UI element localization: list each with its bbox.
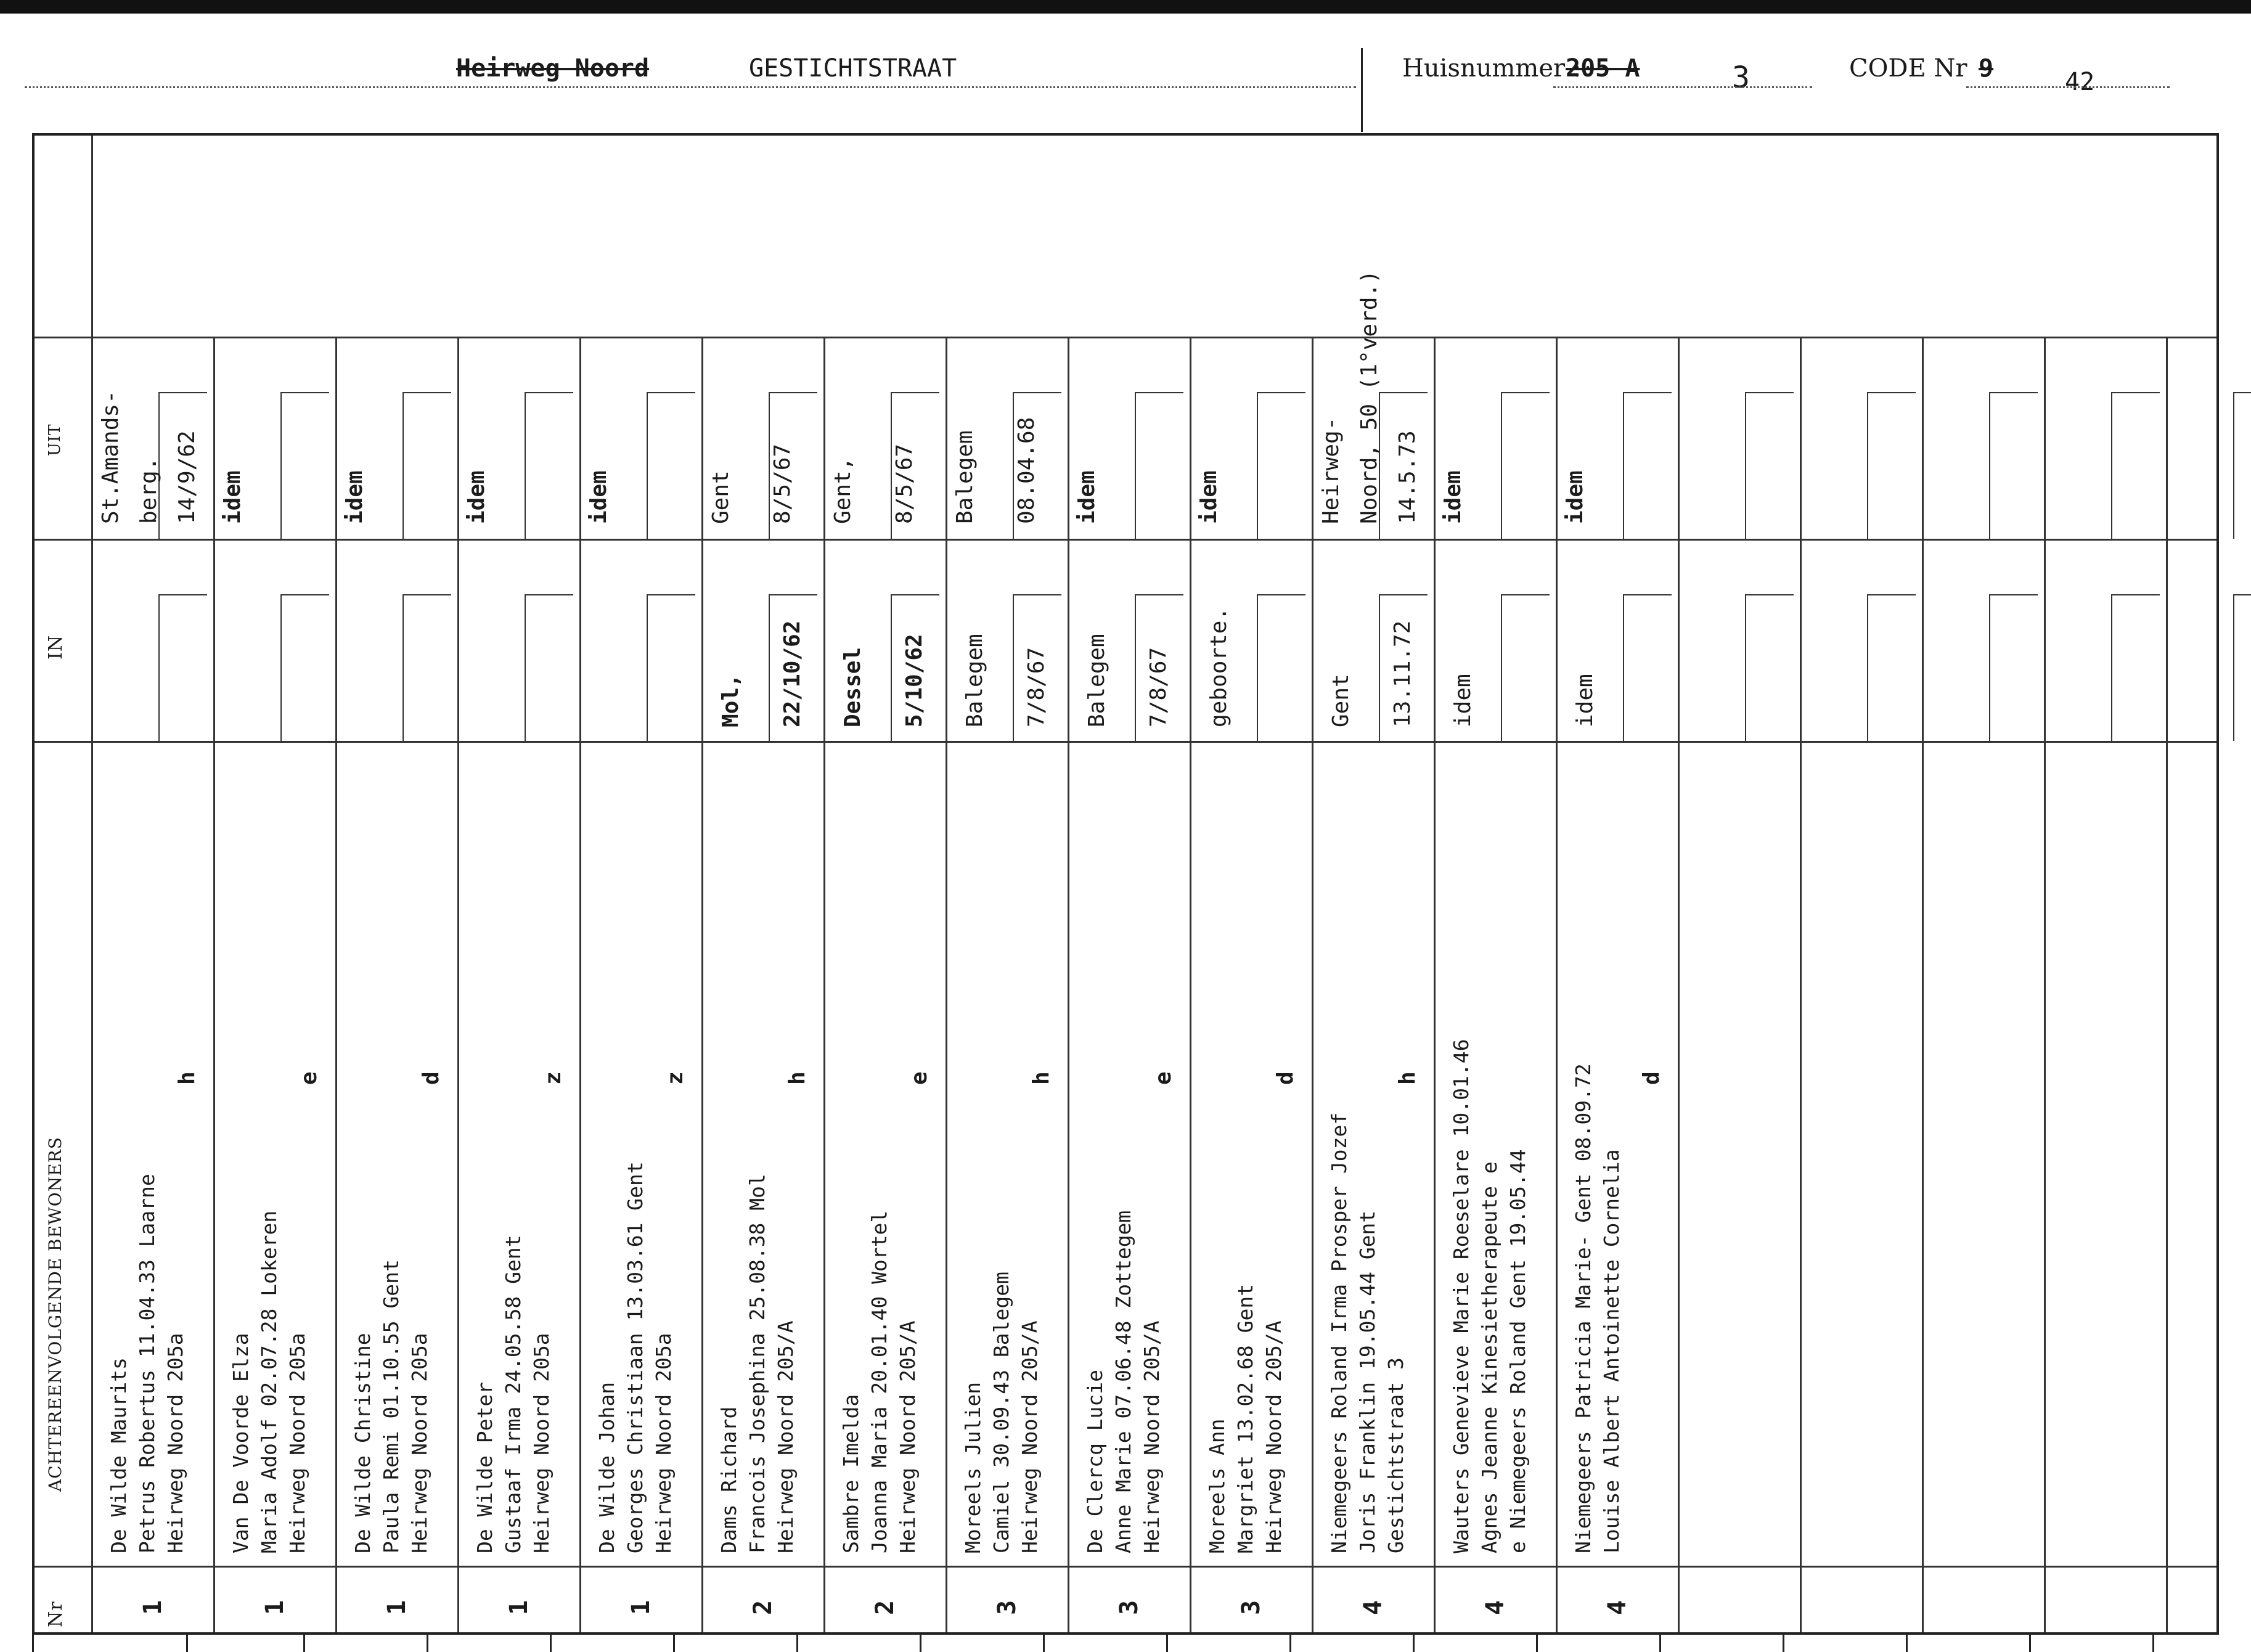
uit-entry: idem <box>1563 470 1588 524</box>
house-number-old: 205 A <box>1566 54 1640 83</box>
cell-dash <box>1257 392 1305 393</box>
uit-entry: 08.04.68 <box>1014 417 1039 524</box>
cell-dash <box>1379 392 1428 393</box>
gender-mark: z <box>663 1071 688 1085</box>
cell-dash <box>2233 392 2251 393</box>
bottom-tick <box>1783 1635 1784 1652</box>
header-strip-divider <box>91 136 93 1632</box>
resident-line: Van De Voorde Elza <box>229 1333 253 1553</box>
row-divider <box>1556 337 1558 1632</box>
cell-dash <box>1745 392 1794 393</box>
bottom-tick <box>2029 1635 2031 1652</box>
resident-line: De Wilde Christine <box>351 1333 375 1553</box>
cell-dash <box>525 594 573 595</box>
bottom-tick <box>303 1635 305 1652</box>
cell-dash <box>2233 594 2251 595</box>
cell-subdivider <box>280 594 282 741</box>
resident-line: Niemegeers Roland Irma Prosper Jozef <box>1327 1112 1351 1553</box>
cell-subdivider <box>647 392 648 539</box>
cell-subdivider <box>1623 392 1624 539</box>
row-number: 2 <box>871 1600 899 1615</box>
cell-subdivider <box>1989 392 1990 539</box>
cell-dash <box>280 594 329 595</box>
cell-subdivider <box>1501 392 1502 539</box>
resident-line: Joris Franklin 19.05.44 Gent <box>1355 1210 1379 1553</box>
cell-dash <box>769 594 817 595</box>
row-divider <box>701 337 703 1632</box>
in-entry: Gent <box>1328 674 1354 727</box>
row-number: 2 <box>749 1600 777 1615</box>
resident-line: Petrus Robertus 11.04.33 Laarne <box>135 1174 159 1553</box>
row-divider <box>823 337 825 1632</box>
row-number: 4 <box>1359 1600 1387 1615</box>
in-entry: Dessel <box>840 647 865 727</box>
nr-top-line <box>35 1566 2216 1568</box>
bottom-tick <box>1413 1635 1415 1652</box>
gender-mark: h <box>785 1071 810 1085</box>
cell-subdivider <box>280 392 282 539</box>
street-dotted-line <box>25 86 1356 88</box>
cell-dash <box>1623 594 1672 595</box>
resident-line: De Clercq Lucie <box>1083 1369 1107 1553</box>
resident-line: Heirweg Noord 205a <box>163 1333 187 1553</box>
gender-mark: z <box>541 1071 566 1085</box>
uit-entry: 14/9/62 <box>174 430 200 524</box>
resident-line: Niemegeers Patricia Marie- Gent 08.09.72 <box>1571 1063 1595 1553</box>
resident-line: Heirweg Noord 205/A <box>774 1320 798 1553</box>
uit-top-line <box>35 337 2216 338</box>
resident-line: Heirweg Noord 205a <box>407 1333 431 1553</box>
row-number: 4 <box>1603 1600 1632 1615</box>
row-divider <box>1190 337 1191 1632</box>
uit-entry: berg. <box>136 457 161 524</box>
cell-subdivider <box>2233 392 2234 539</box>
resident-line: De Wilde Johan <box>595 1381 619 1553</box>
row-number: 1 <box>627 1600 655 1615</box>
cell-subdivider <box>1257 594 1258 741</box>
cell-dash <box>158 594 207 595</box>
cell-dash <box>1623 392 1672 393</box>
row-number: 3 <box>993 1600 1021 1615</box>
cell-subdivider <box>1135 392 1136 539</box>
row-divider <box>1800 337 1802 1632</box>
cell-dash <box>891 392 939 393</box>
row-number: 1 <box>261 1600 289 1615</box>
row-number: 3 <box>1115 1600 1143 1615</box>
in-entry: Balegem <box>1084 634 1109 727</box>
gender-mark: h <box>174 1071 200 1085</box>
cell-subdivider <box>525 392 526 539</box>
house-dotted-line <box>1553 86 1812 88</box>
cell-subdivider <box>1257 392 1258 539</box>
cell-subdivider <box>2233 594 2234 741</box>
cell-subdivider <box>1745 392 1746 539</box>
cell-subdivider <box>647 594 648 741</box>
uit-entry: idem <box>220 470 245 524</box>
code-old: 9 <box>1979 54 1994 83</box>
resident-line: Agnes Jeanne Kinesietherapeute e <box>1477 1161 1501 1553</box>
cell-dash <box>2111 594 2160 595</box>
uit-entry: idem <box>1196 470 1222 524</box>
in-entry: idem <box>1572 674 1598 727</box>
in-entry: geboorte. <box>1206 607 1232 727</box>
bottom-tick <box>186 1635 188 1652</box>
bottom-tick <box>32 1635 34 1652</box>
cell-dash <box>1257 594 1305 595</box>
bottom-tick <box>1289 1635 1291 1652</box>
cell-subdivider <box>1867 392 1868 539</box>
resident-line: Georges Christiaan 13.03.61 Gent <box>623 1161 647 1553</box>
in-entry: 13.11.72 <box>1390 620 1415 727</box>
cell-dash <box>891 594 939 595</box>
resident-line: Wauters Genevieve Marie Roeselare 10.01.46 <box>1449 1039 1473 1553</box>
cell-dash <box>647 392 695 393</box>
cell-dash <box>525 392 573 393</box>
gender-mark: h <box>1395 1071 1420 1085</box>
resident-line: Camiel 30.09.43 Balegem <box>989 1272 1013 1553</box>
in-entry: 7/8/67 <box>1146 647 1171 727</box>
resident-line: Gestichtstraat 3 <box>1384 1357 1408 1553</box>
cell-dash <box>1867 594 1916 595</box>
uit-entry: idem <box>586 470 611 524</box>
resident-line: Louise Albert Antoinette Cornelia <box>1599 1149 1624 1553</box>
bottom-tick <box>1536 1635 1538 1652</box>
cell-dash <box>1379 594 1428 595</box>
gender-mark: e <box>1151 1071 1176 1085</box>
row-divider <box>1434 337 1436 1632</box>
row-number: 3 <box>1237 1600 1265 1615</box>
cell-dash <box>402 594 451 595</box>
col-header-uit: UIT <box>46 423 64 456</box>
uit-entry: St.Amands- <box>98 390 123 524</box>
in-entry: Mol, <box>718 674 743 727</box>
row-divider <box>335 337 337 1632</box>
uit-entry: idem <box>1074 470 1100 524</box>
cell-dash <box>1013 392 1061 393</box>
col-header-nr: Nr <box>45 1601 67 1627</box>
bottom-tick <box>1906 1635 1908 1652</box>
cell-dash <box>769 392 817 393</box>
header-divider <box>1361 48 1363 132</box>
cell-subdivider <box>402 392 404 539</box>
cell-subdivider <box>402 594 404 741</box>
row-divider <box>213 337 215 1632</box>
col-header-in: IN <box>45 634 67 660</box>
cell-dash <box>1501 594 1550 595</box>
uit-entry: idem <box>1440 470 1466 524</box>
resident-line: Francois Josephina 25.08.38 Mol <box>745 1174 769 1553</box>
cell-dash <box>1867 392 1916 393</box>
row-divider <box>1312 337 1313 1632</box>
cell-subdivider <box>158 594 160 741</box>
code-dotted-line <box>1966 86 2170 88</box>
in-entry: Balegem <box>962 634 987 727</box>
street-new: GESTICHTSTRAAT <box>749 54 957 83</box>
cell-subdivider <box>1989 594 1990 741</box>
bottom-tick <box>550 1635 552 1652</box>
house-label: Huisnummer : <box>1402 54 1582 83</box>
row-number: 1 <box>139 1600 167 1615</box>
uit-entry: 8/5/67 <box>892 443 917 524</box>
uit-entry: Heirweg- <box>1318 417 1344 524</box>
resident-line: De Wilde Peter <box>473 1381 497 1553</box>
resident-line: Gustaaf Irma 24.05.58 Gent <box>501 1235 525 1553</box>
uit-entry: idem <box>342 470 367 524</box>
row-divider <box>1678 337 1680 1632</box>
cell-dash <box>1013 594 1061 595</box>
gender-mark: e <box>907 1071 932 1085</box>
col-header-residents: ACHTEREENVOLGENDE BEWONERS <box>45 1137 65 1492</box>
cell-dash <box>1989 392 2038 393</box>
uit-entry: Balegem <box>952 430 978 524</box>
row-divider <box>946 337 947 1632</box>
resident-line: Heirweg Noord 205a <box>652 1333 676 1553</box>
bottom-tick <box>1043 1635 1045 1652</box>
cell-subdivider <box>1867 594 1868 741</box>
street-old: Heirweg Noord <box>456 54 650 83</box>
resident-line: Paula Remi 01.10.55 Gent <box>379 1259 403 1553</box>
uit-entry: Gent, <box>830 457 856 524</box>
bottom-tick <box>427 1635 428 1652</box>
row-number: 1 <box>505 1600 533 1615</box>
gender-mark: e <box>296 1071 322 1085</box>
cell-subdivider <box>891 594 892 741</box>
in-entry: 5/10/62 <box>902 634 927 727</box>
gender-mark: d <box>1273 1071 1298 1085</box>
cell-dash <box>158 392 207 393</box>
code-label: CODE Nr <box>1849 54 1967 83</box>
resident-line: Heirweg Noord 205/A <box>1140 1320 1164 1553</box>
resident-line: Joanna Maria 20.01.40 Wortel <box>867 1210 891 1553</box>
bottom-tick <box>1166 1635 1168 1652</box>
row-number: 4 <box>1481 1600 1510 1615</box>
cell-subdivider <box>1745 594 1746 741</box>
cell-subdivider <box>1013 594 1014 741</box>
code-new: 42 <box>2065 68 2095 96</box>
house-number-new: 3 <box>1732 60 1750 95</box>
resident-line: Maria Adolf 02.07.28 Lokeren <box>257 1210 281 1553</box>
cell-subdivider <box>525 594 526 741</box>
uit-entry: 14.5.73 <box>1395 430 1420 524</box>
bottom-tick <box>2152 1635 2154 1652</box>
cell-dash <box>1135 594 1183 595</box>
cell-dash <box>1745 594 1794 595</box>
resident-line: Moreels Julien <box>961 1381 985 1553</box>
scan-top-border <box>0 0 2251 14</box>
bottom-tick <box>796 1635 798 1652</box>
row-number: 1 <box>383 1600 411 1615</box>
uit-entry: idem <box>464 470 489 524</box>
bottom-tick <box>1659 1635 1661 1652</box>
bottom-ticks <box>0 1635 2251 1652</box>
cell-subdivider <box>2111 392 2112 539</box>
cell-dash <box>280 392 329 393</box>
row-divider <box>2166 337 2168 1632</box>
register-table <box>32 133 2219 1635</box>
resident-line: Anne Marie 07.06.48 Zottegem <box>1111 1210 1135 1553</box>
cell-dash <box>402 392 451 393</box>
cell-subdivider <box>1501 594 1502 741</box>
in-entry: 7/8/67 <box>1024 647 1049 727</box>
cell-dash <box>2111 392 2160 393</box>
resident-line: Moreels Ann <box>1205 1418 1229 1553</box>
cell-dash <box>647 594 695 595</box>
resident-line: Margriet 13.02.68 Gent <box>1233 1283 1257 1553</box>
cell-dash <box>1989 594 2038 595</box>
in-entry: idem <box>1450 674 1476 727</box>
residents-top-line <box>35 741 2216 743</box>
cell-subdivider <box>2111 594 2112 741</box>
row-divider <box>1068 337 1069 1632</box>
row-divider <box>457 337 459 1632</box>
in-top-line <box>35 539 2216 541</box>
cell-subdivider <box>1135 594 1136 741</box>
row-divider <box>2044 337 2046 1632</box>
bottom-tick <box>920 1635 921 1652</box>
cell-subdivider <box>769 594 770 741</box>
bottom-tick <box>673 1635 675 1652</box>
gender-mark: h <box>1029 1071 1054 1085</box>
uit-entry: Gent <box>708 470 733 524</box>
resident-line: e Niemegeers Roland Gent 19.05.44 <box>1506 1149 1530 1553</box>
gender-mark: d <box>1639 1071 1664 1085</box>
resident-line: Heirweg Noord 205a <box>285 1333 309 1553</box>
cell-dash <box>1135 392 1183 393</box>
cell-subdivider <box>1623 594 1624 741</box>
uit-entry: 8/5/67 <box>770 443 795 524</box>
resident-line: Heirweg Noord 205a <box>529 1333 554 1553</box>
resident-line: Heirweg Noord 205/A <box>1262 1320 1286 1553</box>
cell-subdivider <box>1379 594 1380 741</box>
row-divider <box>1922 337 1924 1632</box>
gender-mark: d <box>419 1071 444 1085</box>
resident-line: De Wilde Maurits <box>107 1357 131 1553</box>
row-divider <box>579 337 581 1632</box>
uit-entry: Noord, 50 (1°verd.) <box>1357 270 1382 524</box>
resident-line: Sambre Imelda <box>839 1394 863 1553</box>
resident-line: Heirweg Noord 205/A <box>896 1320 920 1553</box>
resident-line: Dams Richard <box>717 1406 741 1553</box>
cell-dash <box>1501 392 1550 393</box>
resident-line: Heirweg Noord 205/A <box>1018 1320 1042 1553</box>
in-entry: 22/10/62 <box>780 620 805 727</box>
